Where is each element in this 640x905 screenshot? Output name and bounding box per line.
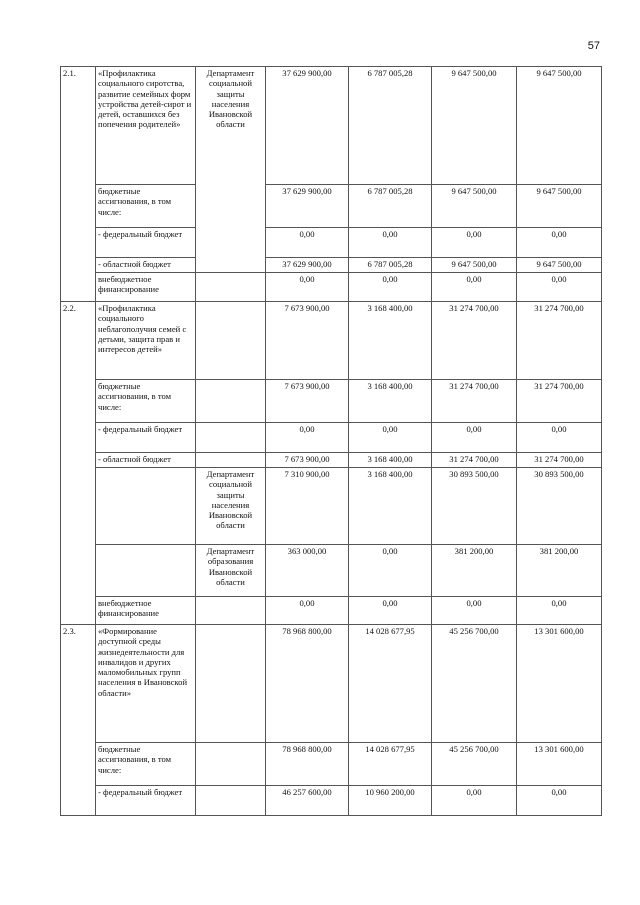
value-cell: 3 168 400,00 <box>349 453 432 468</box>
value-cell: 3 168 400,00 <box>349 302 432 380</box>
value-cell: 14 028 677,95 <box>349 743 432 786</box>
value-cell: 31 274 700,00 <box>517 380 602 423</box>
value-cell: 37 629 900,00 <box>266 258 349 273</box>
value-cell: 0,00 <box>266 423 349 453</box>
value-cell: 0,00 <box>432 423 517 453</box>
row-label: - федеральный бюджет <box>96 228 196 258</box>
row-number: 2.2. <box>61 302 96 625</box>
department: Департамент образования Ивановской области <box>196 545 266 597</box>
value-cell: 78 968 800,00 <box>266 625 349 743</box>
value-cell: 6 787 005,28 <box>349 67 432 185</box>
value-cell: 6 787 005,28 <box>349 185 432 228</box>
value-cell: 0,00 <box>349 273 432 302</box>
value-cell: 78 968 800,00 <box>266 743 349 786</box>
empty-cell <box>196 786 266 816</box>
value-cell: 0,00 <box>266 273 349 302</box>
value-cell: 0,00 <box>517 597 602 625</box>
empty-cell <box>96 545 196 597</box>
row-label: внебюджетное финансирование <box>96 597 196 625</box>
table-row <box>61 258 602 273</box>
table-row <box>61 786 602 816</box>
row-label: бюджетные ассигнования, в том числе: <box>96 743 196 786</box>
value-cell: 31 274 700,00 <box>432 380 517 423</box>
value-cell: 0,00 <box>432 273 517 302</box>
value-cell: 45 256 700,00 <box>432 625 517 743</box>
value-cell: 14 028 677,95 <box>349 625 432 743</box>
empty-cell <box>196 380 266 423</box>
value-cell: 9 647 500,00 <box>517 185 602 228</box>
empty-cell <box>96 468 196 545</box>
value-cell: 30 893 500,00 <box>517 468 602 545</box>
empty-cell <box>196 625 266 743</box>
program-name: «Профилактика социального неблагополучия семей с детьми, защита прав и интересов детей» <box>96 302 196 380</box>
row-number: 2.3. <box>61 625 96 816</box>
empty-cell <box>196 597 266 625</box>
table-row <box>61 185 602 228</box>
value-cell: 0,00 <box>432 228 517 258</box>
value-cell: 7 673 900,00 <box>266 453 349 468</box>
row-number: 2.1. <box>61 67 96 302</box>
table-row <box>61 625 602 743</box>
row-label: внебюджетное финансирование <box>96 273 196 302</box>
value-cell: 0,00 <box>517 228 602 258</box>
row-label: - федеральный бюджет <box>96 423 196 453</box>
value-cell: 13 301 600,00 <box>517 743 602 786</box>
value-cell: 0,00 <box>517 273 602 302</box>
value-cell: 46 257 600,00 <box>266 786 349 816</box>
empty-cell <box>196 453 266 468</box>
table-row <box>61 468 602 545</box>
value-cell: 9 647 500,00 <box>432 67 517 185</box>
department: Департамент социальной защиты населения Ивановской области <box>196 67 266 258</box>
row-label: - федеральный бюджет <box>96 786 196 816</box>
value-cell: 9 647 500,00 <box>517 67 602 185</box>
value-cell: 6 787 005,28 <box>349 258 432 273</box>
table-row <box>61 545 602 597</box>
value-cell: 0,00 <box>517 786 602 816</box>
budget-table <box>60 66 602 816</box>
value-cell: 0,00 <box>349 423 432 453</box>
program-name: «Профилактика социального сиротства, развитие семейных форм устройства детей-сирот и детей, оставшихся без попечения родителей» <box>96 67 196 185</box>
value-cell: 10 960 200,00 <box>349 786 432 816</box>
table-row <box>61 228 602 258</box>
empty-cell <box>196 273 266 302</box>
value-cell: 3 168 400,00 <box>349 468 432 545</box>
table-row <box>61 67 602 185</box>
table-row <box>61 380 602 423</box>
value-cell: 37 629 900,00 <box>266 185 349 228</box>
table-row <box>61 273 602 302</box>
empty-cell <box>196 423 266 453</box>
table-row <box>61 423 602 453</box>
table-row <box>61 743 602 786</box>
value-cell: 7 310 900,00 <box>266 468 349 545</box>
value-cell: 0,00 <box>349 545 432 597</box>
table-row <box>61 453 602 468</box>
value-cell: 9 647 500,00 <box>432 258 517 273</box>
value-cell: 31 274 700,00 <box>432 453 517 468</box>
value-cell: 381 200,00 <box>432 545 517 597</box>
department: Департамент социальной защиты населения Ивановской области <box>196 468 266 545</box>
value-cell: 0,00 <box>349 228 432 258</box>
value-cell: 0,00 <box>266 597 349 625</box>
empty-cell <box>196 743 266 786</box>
value-cell: 37 629 900,00 <box>266 67 349 185</box>
page-number: 57 <box>587 40 600 52</box>
value-cell: 30 893 500,00 <box>432 468 517 545</box>
value-cell: 381 200,00 <box>517 545 602 597</box>
row-label: бюджетные ассигнования, в том числе: <box>96 380 196 423</box>
value-cell: 13 301 600,00 <box>517 625 602 743</box>
value-cell: 9 647 500,00 <box>517 258 602 273</box>
value-cell: 31 274 700,00 <box>517 453 602 468</box>
value-cell: 31 274 700,00 <box>517 302 602 380</box>
value-cell: 45 256 700,00 <box>432 743 517 786</box>
empty-cell <box>196 258 266 273</box>
row-label: - областной бюджет <box>96 453 196 468</box>
value-cell: 31 274 700,00 <box>432 302 517 380</box>
table-row <box>61 597 602 625</box>
value-cell: 363 000,00 <box>266 545 349 597</box>
value-cell: 0,00 <box>432 786 517 816</box>
program-name: «Формирование доступной среды жизнедеятельности для инвалидов и других маломобильных групп населения в Ивановской области» <box>96 625 196 743</box>
value-cell: 0,00 <box>517 423 602 453</box>
value-cell: 0,00 <box>349 597 432 625</box>
row-label: бюджетные ассигнования, в том числе: <box>96 185 196 228</box>
table-row <box>61 302 602 380</box>
value-cell: 7 673 900,00 <box>266 302 349 380</box>
row-label: - областной бюджет <box>96 258 196 273</box>
value-cell: 3 168 400,00 <box>349 380 432 423</box>
value-cell: 0,00 <box>432 597 517 625</box>
value-cell: 9 647 500,00 <box>432 185 517 228</box>
value-cell: 0,00 <box>266 228 349 258</box>
value-cell: 7 673 900,00 <box>266 380 349 423</box>
empty-cell <box>196 302 266 380</box>
